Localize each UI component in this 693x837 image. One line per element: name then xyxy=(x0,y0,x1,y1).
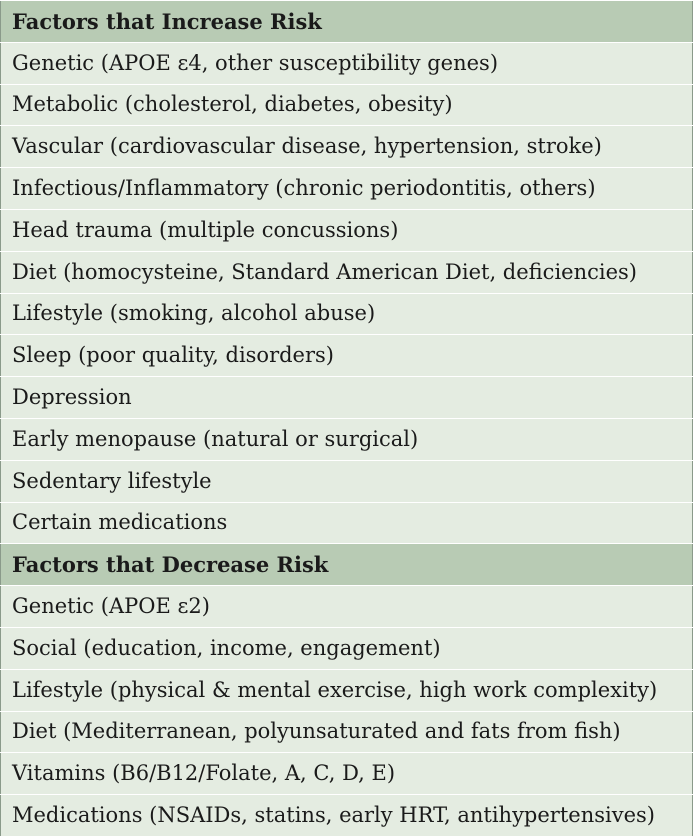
row-text: Diet (Mediterranean, polyunsaturated and fats from fish) xyxy=(1,711,693,753)
table-row xyxy=(1,669,693,711)
row-text: Genetic (APOE ε4, other susceptibility genes) xyxy=(1,42,693,84)
row-text: Depression xyxy=(1,377,693,419)
row-text: Metabolic (cholesterol, diabetes, obesity) xyxy=(1,84,693,126)
row-text: Sleep (poor quality, disorders) xyxy=(1,335,693,377)
table-row xyxy=(1,753,693,795)
section-header-decrease-risk xyxy=(1,544,693,586)
row-text: Social (education, income, engagement) xyxy=(1,627,693,669)
table-row xyxy=(1,209,693,251)
table-row xyxy=(1,502,693,544)
table-row xyxy=(1,586,693,628)
table-row xyxy=(1,84,693,126)
table-row xyxy=(1,293,693,335)
row-text: Head trauma (multiple concussions) xyxy=(1,209,693,251)
table-row xyxy=(1,795,693,837)
table-row xyxy=(1,711,693,753)
row-text: Genetic (APOE ε2) xyxy=(1,586,693,628)
table-row xyxy=(1,418,693,460)
table-row xyxy=(1,460,693,502)
section-heading: Factors that Decrease Risk xyxy=(1,544,693,586)
row-text: Certain medications xyxy=(1,502,693,544)
row-text: Vitamins (B6/B12/Folate, A, C, D, E) xyxy=(1,753,693,795)
table-row xyxy=(1,335,693,377)
row-text: Medications (NSAIDs, statins, early HRT, antihypertensives) xyxy=(1,795,693,837)
section-header-increase-risk xyxy=(1,1,693,43)
section-heading: Factors that Increase Risk xyxy=(1,1,693,43)
table-row xyxy=(1,168,693,210)
row-text: Infectious/Inflammatory (chronic periodontitis, others) xyxy=(1,168,693,210)
table-row xyxy=(1,377,693,419)
row-text: Lifestyle (smoking, alcohol abuse) xyxy=(1,293,693,335)
table-row xyxy=(1,126,693,168)
row-text: Lifestyle (physical & mental exercise, high work complexity) xyxy=(1,669,693,711)
table-row xyxy=(1,42,693,84)
row-text: Sedentary lifestyle xyxy=(1,460,693,502)
table-row xyxy=(1,251,693,293)
row-text: Diet (homocysteine, Standard American Diet, deficiencies) xyxy=(1,251,693,293)
row-text: Vascular (cardiovascular disease, hypertension, stroke) xyxy=(1,126,693,168)
row-text: Early menopause (natural or surgical) xyxy=(1,418,693,460)
table-row xyxy=(1,627,693,669)
